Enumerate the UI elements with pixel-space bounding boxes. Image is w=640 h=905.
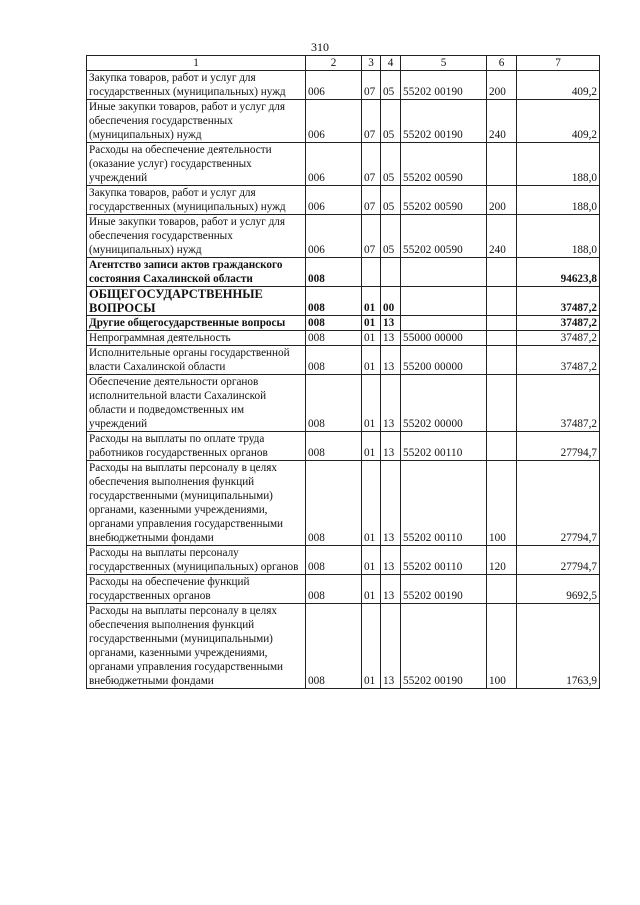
row-name-cell: Расходы на выплаты по оплате труда работников государственных органов: [87, 432, 306, 461]
row-name-cell: Расходы на выплаты персоналу в целях обеспечения выполнения функций государственными (муниципальными) органами, казенными учреждениями, органами управления государственными внебюджетными фондами: [87, 604, 306, 689]
subsection-code-cell: 13: [381, 546, 401, 575]
subsection-code-cell: [381, 258, 401, 287]
row-name-cell: ОБЩЕГОСУДАРСТВЕННЫЕ ВОПРОСЫ: [87, 287, 306, 316]
target-code-cell: 55200 00000: [401, 346, 487, 375]
section-code-cell: 07: [362, 186, 381, 215]
admin-code-cell: 008: [306, 316, 362, 331]
admin-code-cell: 008: [306, 432, 362, 461]
table-row: [87, 575, 600, 604]
section-code-cell: 01: [362, 546, 381, 575]
subsection-code-cell: 05: [381, 143, 401, 186]
section-code-cell: 01: [362, 575, 381, 604]
section-code-cell: 01: [362, 346, 381, 375]
section-code-cell: 07: [362, 143, 381, 186]
admin-code-cell: 008: [306, 461, 362, 546]
target-code-cell: [401, 287, 487, 316]
section-code-cell: 01: [362, 432, 381, 461]
page-number: 310: [311, 40, 329, 54]
admin-code-cell: 008: [306, 258, 362, 287]
subsection-code-cell: 13: [381, 604, 401, 689]
column-header: 1: [87, 56, 306, 71]
expense-type-cell: [487, 316, 517, 331]
target-code-cell: 55202 00000: [401, 375, 487, 432]
admin-code-cell: 008: [306, 604, 362, 689]
row-name-cell: Исполнительные органы государственной власти Сахалинской области: [87, 346, 306, 375]
table-row: [87, 546, 600, 575]
admin-code-cell: 008: [306, 575, 362, 604]
expense-type-cell: [487, 432, 517, 461]
table-row: [87, 143, 600, 186]
expense-type-cell: [487, 375, 517, 432]
admin-code-cell: 008: [306, 331, 362, 346]
target-code-cell: 55202 00590: [401, 143, 487, 186]
subsection-code-cell: 05: [381, 100, 401, 143]
amount-cell: 188,0: [517, 186, 600, 215]
amount-cell: 37487,2: [517, 316, 600, 331]
section-code-cell: 01: [362, 331, 381, 346]
section-code-cell: 07: [362, 71, 381, 100]
row-name-cell: Агентство записи актов гражданского состояния Сахалинской области: [87, 258, 306, 287]
row-name-cell: Расходы на выплаты персоналу государственных (муниципальных) органов: [87, 546, 306, 575]
expense-type-cell: 100: [487, 461, 517, 546]
target-code-cell: [401, 258, 487, 287]
table-body: [87, 71, 600, 689]
admin-code-cell: 008: [306, 287, 362, 316]
table-row: [87, 331, 600, 346]
subsection-code-cell: 05: [381, 215, 401, 258]
column-header: 3: [362, 56, 381, 71]
amount-cell: 37487,2: [517, 287, 600, 316]
amount-cell: 409,2: [517, 100, 600, 143]
admin-code-cell: 006: [306, 215, 362, 258]
expense-type-cell: 200: [487, 186, 517, 215]
section-code-cell: 01: [362, 604, 381, 689]
row-name-cell: Обеспечение деятельности органов исполнительной власти Сахалинской области и подведомственных им учреждений: [87, 375, 306, 432]
table-row: [87, 100, 600, 143]
admin-code-cell: 008: [306, 346, 362, 375]
table-row: [87, 604, 600, 689]
expense-type-cell: [487, 346, 517, 375]
admin-code-cell: 008: [306, 546, 362, 575]
amount-cell: 1763,9: [517, 604, 600, 689]
section-code-cell: 07: [362, 215, 381, 258]
column-header: 5: [401, 56, 487, 71]
target-code-cell: 55202 00110: [401, 461, 487, 546]
target-code-cell: 55202 00190: [401, 575, 487, 604]
table-row: [87, 287, 600, 316]
target-code-cell: 55000 00000: [401, 331, 487, 346]
target-code-cell: 55202 00190: [401, 604, 487, 689]
expense-type-cell: 240: [487, 100, 517, 143]
target-code-cell: 55202 00190: [401, 71, 487, 100]
amount-cell: 27794,7: [517, 461, 600, 546]
table-row: [87, 461, 600, 546]
subsection-code-cell: 13: [381, 331, 401, 346]
section-code-cell: 01: [362, 287, 381, 316]
table-row: [87, 375, 600, 432]
subsection-code-cell: 13: [381, 346, 401, 375]
section-code-cell: 01: [362, 461, 381, 546]
target-code-cell: 55202 00110: [401, 546, 487, 575]
admin-code-cell: 006: [306, 186, 362, 215]
table-row: [87, 186, 600, 215]
row-name-cell: Расходы на обеспечение деятельности (оказание услуг) государственных учреждений: [87, 143, 306, 186]
amount-cell: 27794,7: [517, 432, 600, 461]
expense-type-cell: [487, 143, 517, 186]
table-row: [87, 258, 600, 287]
section-code-cell: 01: [362, 316, 381, 331]
column-header: 6: [487, 56, 517, 71]
table-header-row: [87, 56, 600, 71]
admin-code-cell: 006: [306, 143, 362, 186]
amount-cell: 94623,8: [517, 258, 600, 287]
section-code-cell: [362, 258, 381, 287]
column-header: 4: [381, 56, 401, 71]
amount-cell: 409,2: [517, 71, 600, 100]
table-row: [87, 316, 600, 331]
target-code-cell: [401, 316, 487, 331]
column-header: 2: [306, 56, 362, 71]
row-name-cell: Непрограммная деятельность: [87, 331, 306, 346]
subsection-code-cell: 05: [381, 71, 401, 100]
expense-type-cell: 200: [487, 71, 517, 100]
table-row: [87, 215, 600, 258]
column-header: 7: [517, 56, 600, 71]
expense-type-cell: 120: [487, 546, 517, 575]
amount-cell: 37487,2: [517, 331, 600, 346]
row-name-cell: Иные закупки товаров, работ и услуг для обеспечения государственных (муниципальных) нужд: [87, 100, 306, 143]
row-name-cell: Закупка товаров, работ и услуг для государственных (муниципальных) нужд: [87, 71, 306, 100]
row-name-cell: Иные закупки товаров, работ и услуг для обеспечения государственных (муниципальных) нужд: [87, 215, 306, 258]
expense-type-cell: 100: [487, 604, 517, 689]
expense-type-cell: [487, 258, 517, 287]
row-name-cell: Другие общегосударственные вопросы: [87, 316, 306, 331]
section-code-cell: 01: [362, 375, 381, 432]
subsection-code-cell: 13: [381, 461, 401, 546]
table-row: [87, 71, 600, 100]
expense-type-cell: [487, 575, 517, 604]
amount-cell: 9692,5: [517, 575, 600, 604]
expense-type-cell: 240: [487, 215, 517, 258]
target-code-cell: 55202 00190: [401, 100, 487, 143]
amount-cell: 37487,2: [517, 346, 600, 375]
row-name-cell: Расходы на выплаты персоналу в целях обеспечения выполнения функций государственными (муниципальными) органами, казенными учреждениями, органами управления государственными внебюджетными фондами: [87, 461, 306, 546]
expense-type-cell: [487, 287, 517, 316]
target-code-cell: 55202 00590: [401, 186, 487, 215]
table-row: [87, 346, 600, 375]
target-code-cell: 55202 00590: [401, 215, 487, 258]
row-name-cell: Закупка товаров, работ и услуг для государственных (муниципальных) нужд: [87, 186, 306, 215]
section-code-cell: 07: [362, 100, 381, 143]
budget-table: [86, 55, 600, 689]
amount-cell: 188,0: [517, 215, 600, 258]
amount-cell: 37487,2: [517, 375, 600, 432]
target-code-cell: 55202 00110: [401, 432, 487, 461]
subsection-code-cell: 13: [381, 432, 401, 461]
admin-code-cell: 006: [306, 100, 362, 143]
amount-cell: 188,0: [517, 143, 600, 186]
admin-code-cell: 006: [306, 71, 362, 100]
subsection-code-cell: 00: [381, 287, 401, 316]
amount-cell: 27794,7: [517, 546, 600, 575]
subsection-code-cell: 13: [381, 575, 401, 604]
subsection-code-cell: 13: [381, 375, 401, 432]
admin-code-cell: 008: [306, 375, 362, 432]
subsection-code-cell: 05: [381, 186, 401, 215]
subsection-code-cell: 13: [381, 316, 401, 331]
table-row: [87, 432, 600, 461]
expense-type-cell: [487, 331, 517, 346]
row-name-cell: Расходы на обеспечение функций государственных органов: [87, 575, 306, 604]
